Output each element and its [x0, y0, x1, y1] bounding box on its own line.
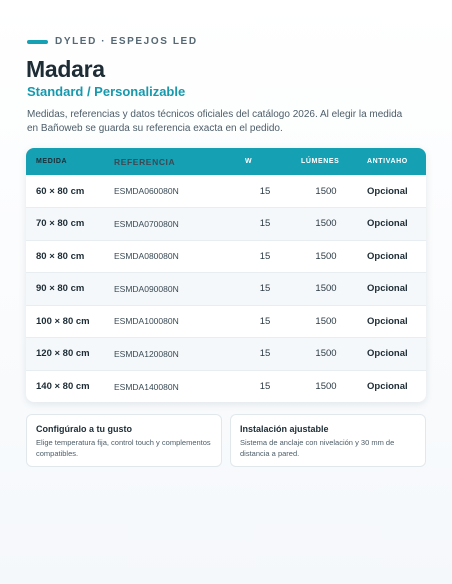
- cell-lumenes: 1500: [315, 218, 337, 230]
- table-row: [26, 175, 426, 208]
- cell-antivaho: Opcional: [367, 348, 408, 360]
- cell-antivaho: Opcional: [367, 315, 408, 327]
- page-description: Medidas, referencias y datos técnicos oficiales del catálogo 2026. Al elegir la medida en Bañoweb se guarda su referencia exacta en el pedido.: [27, 109, 403, 134]
- eyebrow-accent-bar: [27, 40, 48, 44]
- column-header-medida: MEDIDA: [36, 158, 68, 165]
- cell-medida: 90 × 80 cm: [36, 283, 85, 295]
- cell-w: 15: [259, 250, 271, 262]
- table-row: [26, 305, 426, 338]
- cell-medida: 80 × 80 cm: [36, 250, 85, 262]
- info-card-title: Configúralo a tu gusto: [36, 424, 132, 434]
- cell-referencia: ESMDA080080N: [114, 251, 179, 262]
- eyebrow: [27, 36, 198, 47]
- cell-lumenes: 1500: [315, 250, 337, 262]
- table-header-row: [26, 148, 426, 175]
- cell-medida: 100 × 80 cm: [36, 315, 90, 327]
- cell-antivaho: Opcional: [367, 381, 408, 392]
- cell-w: 15: [259, 218, 271, 230]
- table-row: [26, 338, 426, 371]
- table-row: [26, 370, 426, 402]
- table-row: [26, 208, 426, 241]
- eyebrow-label: DYLED · ESPEJOS LED: [55, 36, 198, 47]
- cell-medida: 60 × 80 cm: [36, 185, 85, 197]
- info-card-text: Sistema de anclaje con nivelación y 30 mm de distancia a pared.: [240, 438, 395, 458]
- page-title: Madara: [26, 56, 105, 82]
- cell-antivaho: Opcional: [367, 218, 408, 230]
- cell-referencia: ESMDA140080N: [114, 381, 179, 392]
- column-header-antivaho: ANTIVAHO: [367, 158, 408, 165]
- cell-lumenes: 1500: [315, 348, 337, 360]
- info-card-title: Instalación ajustable: [240, 424, 329, 434]
- cell-antivaho: Opcional: [367, 283, 408, 295]
- cell-w: 15: [259, 283, 271, 295]
- table-row: [26, 240, 426, 273]
- cell-antivaho: Opcional: [367, 250, 408, 262]
- sizes-table-card: [26, 148, 426, 402]
- page-subtitle: Standard / Personalizable: [27, 84, 186, 99]
- cell-medida: 70 × 80 cm: [36, 218, 85, 230]
- cell-w: 15: [259, 315, 271, 327]
- cell-lumenes: 1500: [315, 381, 337, 392]
- column-header-lumenes: LÚMENES: [301, 158, 340, 165]
- cell-w: 15: [259, 348, 271, 360]
- cell-w: 15: [259, 185, 271, 197]
- cell-medida: 120 × 80 cm: [36, 348, 90, 360]
- cell-referencia: ESMDA090080N: [114, 283, 179, 294]
- info-card-installation: [230, 414, 426, 467]
- cell-lumenes: 1500: [315, 185, 337, 197]
- sizes-table: [26, 148, 426, 402]
- column-header-w: W: [245, 158, 253, 165]
- cell-lumenes: 1500: [315, 283, 337, 295]
- info-card-text: Elige temperatura fija, control touch y complementos compatibles.: [36, 438, 211, 458]
- table-row: [26, 273, 426, 306]
- cell-referencia: ESMDA100080N: [114, 316, 179, 327]
- cell-medida: 140 × 80 cm: [36, 381, 90, 392]
- cell-referencia: ESMDA070080N: [114, 218, 179, 229]
- cell-referencia: ESMDA120080N: [114, 348, 179, 359]
- cell-lumenes: 1500: [315, 315, 337, 327]
- cell-w: 15: [259, 381, 271, 392]
- cell-referencia: ESMDA060080N: [114, 186, 179, 196]
- info-card-configure: [26, 414, 222, 467]
- column-header-referencia: REFERENCIA: [114, 156, 176, 167]
- cell-antivaho: Opcional: [367, 185, 408, 197]
